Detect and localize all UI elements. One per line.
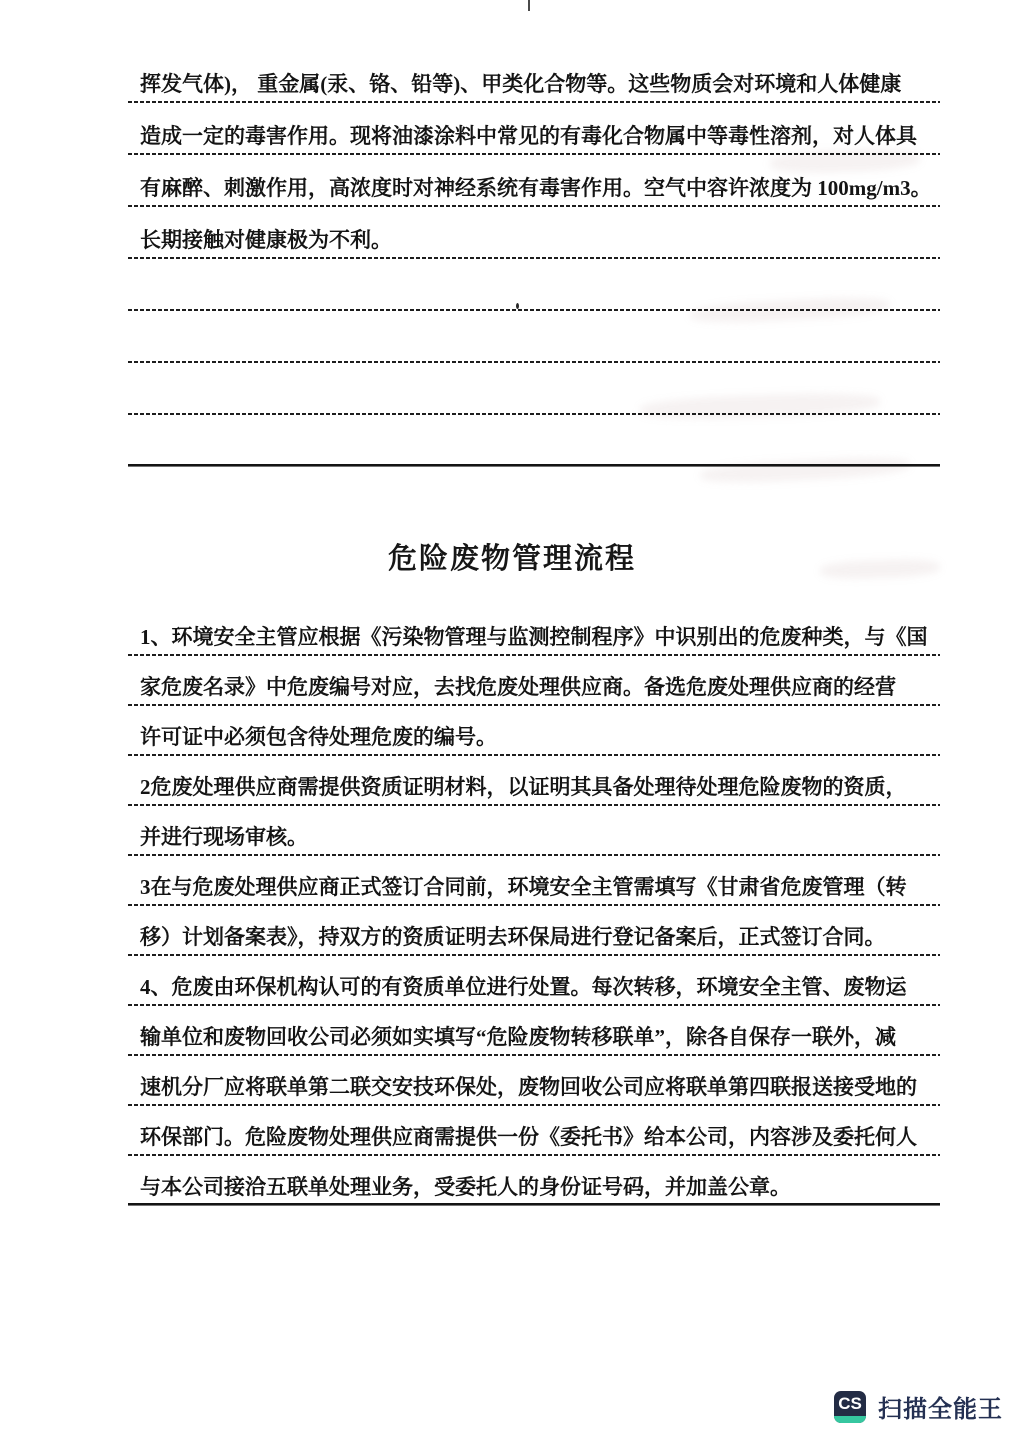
camscanner-watermark	[834, 1389, 1003, 1424]
fold-mark	[528, 0, 530, 11]
document-text-line	[128, 408, 140, 415]
ruled-line-row	[128, 51, 940, 103]
ruled-line-row	[128, 756, 940, 806]
document-text-line: 许可证中必须包含待处理危废的编号。	[140, 725, 497, 749]
ruled-line-row	[128, 956, 940, 1006]
ruled-line-row	[128, 906, 940, 956]
ruled-line-row	[128, 1156, 940, 1206]
ruled-line-row	[128, 155, 940, 207]
ruled-line-row	[128, 706, 940, 756]
document-text-line: 长期接触对健康极为不利。	[140, 228, 392, 252]
top-paragraph-section	[128, 51, 940, 467]
ruled-line-row	[128, 415, 940, 467]
body-paragraph-section	[128, 606, 940, 1206]
ruled-line-row	[128, 1106, 940, 1156]
document-text-line: 输单位和废物回收公司必须如实填写“危险废物转移联单”，除各自保存一联外，减	[140, 1025, 896, 1049]
document-text-line	[128, 460, 140, 467]
logo-letters: CS	[838, 1393, 862, 1413]
document-text-line: 移）计划备案表》，持双方的资质证明去环保局进行登记备案后，正式签订合同。	[140, 925, 886, 949]
document-text-line: 造成一定的毒害作用。现将油漆涂料中常见的有毒化合物属中等毒性溶剂，对人体具	[140, 124, 917, 148]
logo-accent-bar	[834, 1416, 866, 1423]
ruled-line-row	[128, 103, 940, 155]
watermark-app-name: 扫描全能王	[878, 1396, 1003, 1423]
ruled-line-row	[128, 656, 940, 706]
document-text-line: 2危废处理供应商需提供资质证明材料，以证明其具备处理待处理危险废物的资质，	[140, 775, 907, 799]
document-text-line: 环保部门。危险废物处理供应商需提供一份《委托书》给本公司，内容涉及委托何人	[140, 1125, 917, 1149]
document-text-line	[128, 356, 140, 363]
ruled-line-row	[128, 1056, 940, 1106]
document-text-line: 并进行现场审核。	[140, 825, 308, 849]
document-text-line: 3在与危废处理供应商正式签订合同前，环境安全主管需填写《甘肃省危废管理（转	[140, 875, 907, 899]
document-text-line: 挥发气体)， 重金属(汞、铬、铅等)、甲类化合物等。这些物质会对环境和人体健康	[140, 72, 902, 96]
document-text-line: 家危废名录》中危废编号对应，去找危废处理供应商。备选危废处理供应商的经营	[140, 675, 896, 699]
document-text-line: 速机分厂应将联单第二联交安技环保处，废物回收公司应将联单第四联报送接受地的	[140, 1075, 917, 1099]
ruled-line-row	[128, 363, 940, 415]
document-text-line: 有麻醉、刺激作用，高浓度时对神经系统有毒害作用。空气中容许浓度为 100mg/m3。	[140, 176, 932, 200]
document-text-line: 与本公司接洽五联单处理业务，受委托人的身份证号码，并加盖公章。	[140, 1175, 791, 1199]
ruled-line-row	[128, 1006, 940, 1056]
section-heading: 危险废物管理流程	[387, 543, 636, 575]
document-text-line: 1、环境安全主管应根据《污染物管理与监测控制程序》中识别出的危废种类，与《国	[140, 625, 928, 649]
ruled-line-row	[128, 259, 940, 311]
ruled-line-row	[128, 311, 940, 363]
ruled-line-row	[128, 207, 940, 259]
ruled-line-row	[128, 606, 940, 656]
camscanner-logo-icon	[834, 1391, 866, 1423]
ruled-line-row	[128, 806, 940, 856]
document-text-line: 4、危废由环保机构认可的有资质单位进行处置。每次转移，环境安全主管、废物运	[140, 975, 907, 999]
document-text-line	[128, 304, 140, 311]
ruled-line-row	[128, 856, 940, 906]
